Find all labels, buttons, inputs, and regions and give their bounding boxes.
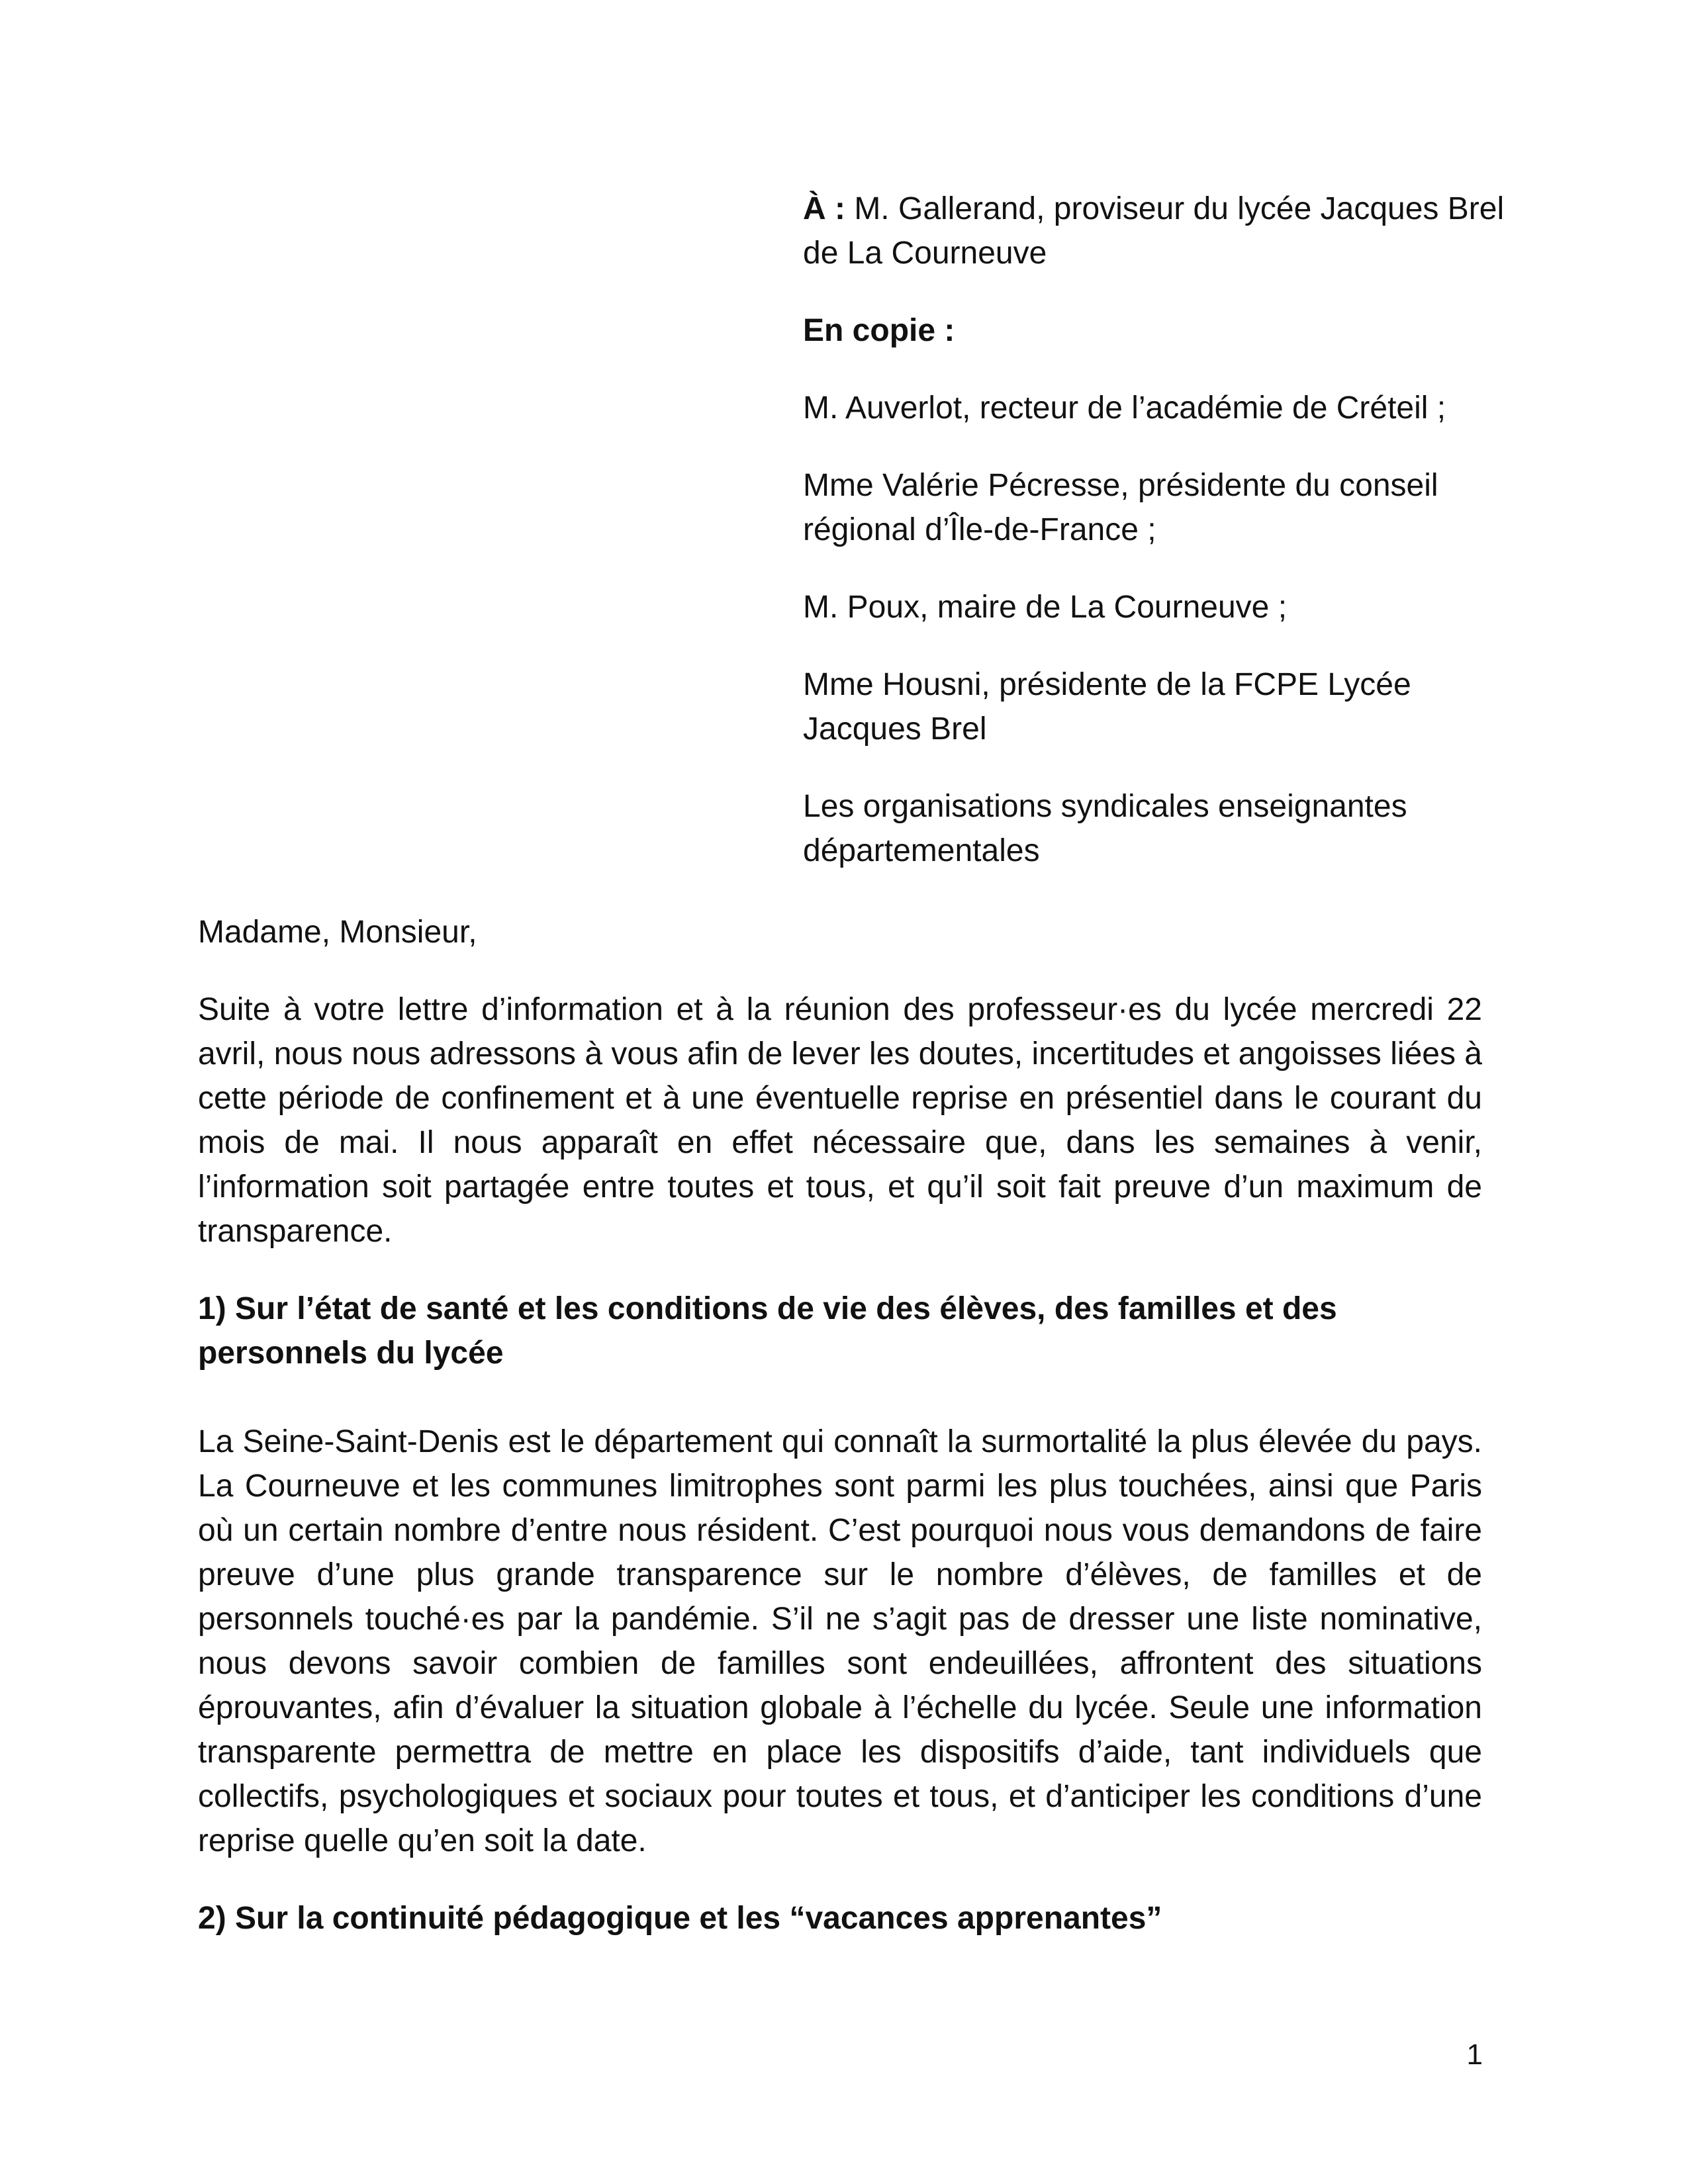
to-label: À : [803, 191, 845, 226]
to-text: M. Gallerand, proviseur du lycée Jacques Brel de La Courneuve [803, 191, 1505, 271]
intro-paragraph: Suite à votre lettre d’information et à la réunion des professeur·es du lycée mercredi 22 avril, nous nous adressons à vous afin de lever les doutes, incertitudes et angoisses liées à cette période de confinement et à une éventuelle reprise en présentiel dans le courant du mois de mai. Il nous apparaît en effet nécessaire que, dans les semaines à venir, l’information soit partagée entre toutes et tous, et qu’il soit fait preuve d’un maximum de transparence. [198, 992, 1482, 1249]
page-number: 1 [1466, 2038, 1483, 2071]
cc-label: En copie : [803, 313, 955, 348]
cc-recipient: Mme Housni, présidente de la FCPE Lycée Jacques Brel [803, 667, 1411, 747]
section-2-heading: 2) Sur la continuité pédagogique et les “vacances apprenantes” [198, 1901, 1162, 1936]
section-1-heading: 1) Sur l’état de santé et les conditions de vie des élèves, des familles et des personnels du lycée [198, 1291, 1337, 1371]
recipient-to [803, 187, 1518, 275]
cc-recipient: M. Poux, maire de La Courneuve ; [803, 590, 1288, 625]
salutation: Madame, Monsieur, [198, 915, 477, 950]
cc-recipient: Mme Valérie Pécresse, présidente du conseil régional d’Île-de-France ; [803, 468, 1438, 547]
recipients-block [803, 187, 1518, 906]
cc-recipient: M. Auverlot, recteur de l’académie de Créteil ; [803, 390, 1446, 426]
letter-body [198, 910, 1482, 1985]
section-1-paragraph: La Seine-Saint-Denis est le département qui connaît la surmortalité la plus élevée du pays. La Courneuve et les communes limitrophes sont parmi les plus touchées, ainsi que Paris où un certain nombre d’entre nous résident. C’est pourquoi nous vous demandons de faire preuve d’une plus grande transparence sur le nombre d’élèves, de familles et de personnels touché·es par la pandémie. S’il ne s’agit pas de dresser une liste nominative, nous devons savoir combien de familles sont endeuillées, affrontent des situations éprouvantes, afin d’évaluer la situation globale à l’échelle du lycée. Seule une information transparente permettra de mettre en place les dispositifs d’aide, tant individuels que collectifs, psychologiques et sociaux pour toutes et tous, et d’anticiper les conditions d’une reprise quelle qu’en soit la date. [198, 1424, 1482, 1858]
cc-recipient: Les organisations syndicales enseignantes départementales [803, 789, 1407, 868]
